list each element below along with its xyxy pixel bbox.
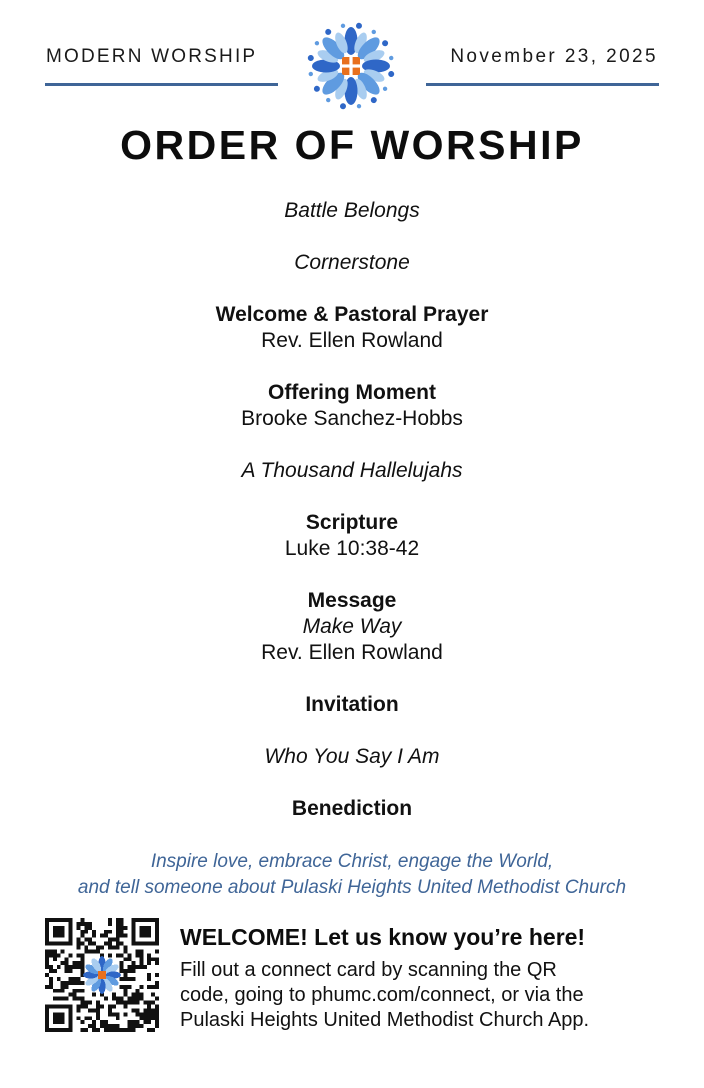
order-item-detail: Make Way <box>302 615 402 638</box>
service-date: November 23, 2025 <box>450 46 658 67</box>
qr-code-icon[interactable] <box>45 918 159 1032</box>
welcome-heading: WELCOME! Let us know you’re here! <box>180 924 586 950</box>
order-item <box>0 588 704 666</box>
flower-cross-logo-icon <box>303 22 399 110</box>
order-item <box>0 744 704 770</box>
header-rule-right <box>426 83 659 86</box>
welcome-body-line: code, going to phumc.com/connect, or via the <box>180 984 584 1006</box>
order-item-heading: Welcome & Pastoral Prayer <box>215 303 489 326</box>
order-item-detail: A Thousand Hallelujahs <box>241 459 463 482</box>
order-item <box>0 198 704 224</box>
order-item-heading: Offering Moment <box>268 381 436 404</box>
order-item-detail: Brooke Sanchez-Hobbs <box>241 407 463 430</box>
order-item-detail: Cornerstone <box>294 251 410 274</box>
mission-line-1: Inspire love, embrace Christ, engage the World, <box>150 851 554 872</box>
service-label: MODERN WORSHIP <box>46 46 258 67</box>
order-item <box>0 458 704 484</box>
welcome-body-line: Pulaski Heights United Methodist Church App. <box>180 1009 590 1031</box>
order-item-heading: Scripture <box>305 511 399 534</box>
order-item <box>0 796 704 822</box>
order-item-detail: Battle Belongs <box>284 199 420 222</box>
order-item <box>0 692 704 718</box>
order-item-heading: Invitation <box>305 693 399 716</box>
order-item-detail: Rev. Ellen Rowland <box>261 329 443 352</box>
order-item <box>0 302 704 354</box>
order-item <box>0 250 704 276</box>
order-item-detail: Luke 10:38-42 <box>284 537 420 560</box>
mission-line-2: and tell someone about Pulaski Heights United Methodist Church <box>77 877 627 898</box>
order-item <box>0 380 704 432</box>
order-of-worship-list <box>0 198 704 848</box>
welcome-instructions <box>180 958 680 1033</box>
page-title: ORDER OF WORSHIP <box>120 122 584 168</box>
mission-statement <box>0 849 704 901</box>
order-item-detail: Rev. Ellen Rowland <box>261 641 443 664</box>
order-item-heading: Benediction <box>291 797 413 820</box>
welcome-body-line: Fill out a connect card by scanning the QR <box>180 959 557 981</box>
order-item-heading: Message <box>307 589 397 612</box>
header-rule-left <box>45 83 278 86</box>
order-item <box>0 510 704 562</box>
order-item-detail: Who You Say I Am <box>264 745 440 768</box>
